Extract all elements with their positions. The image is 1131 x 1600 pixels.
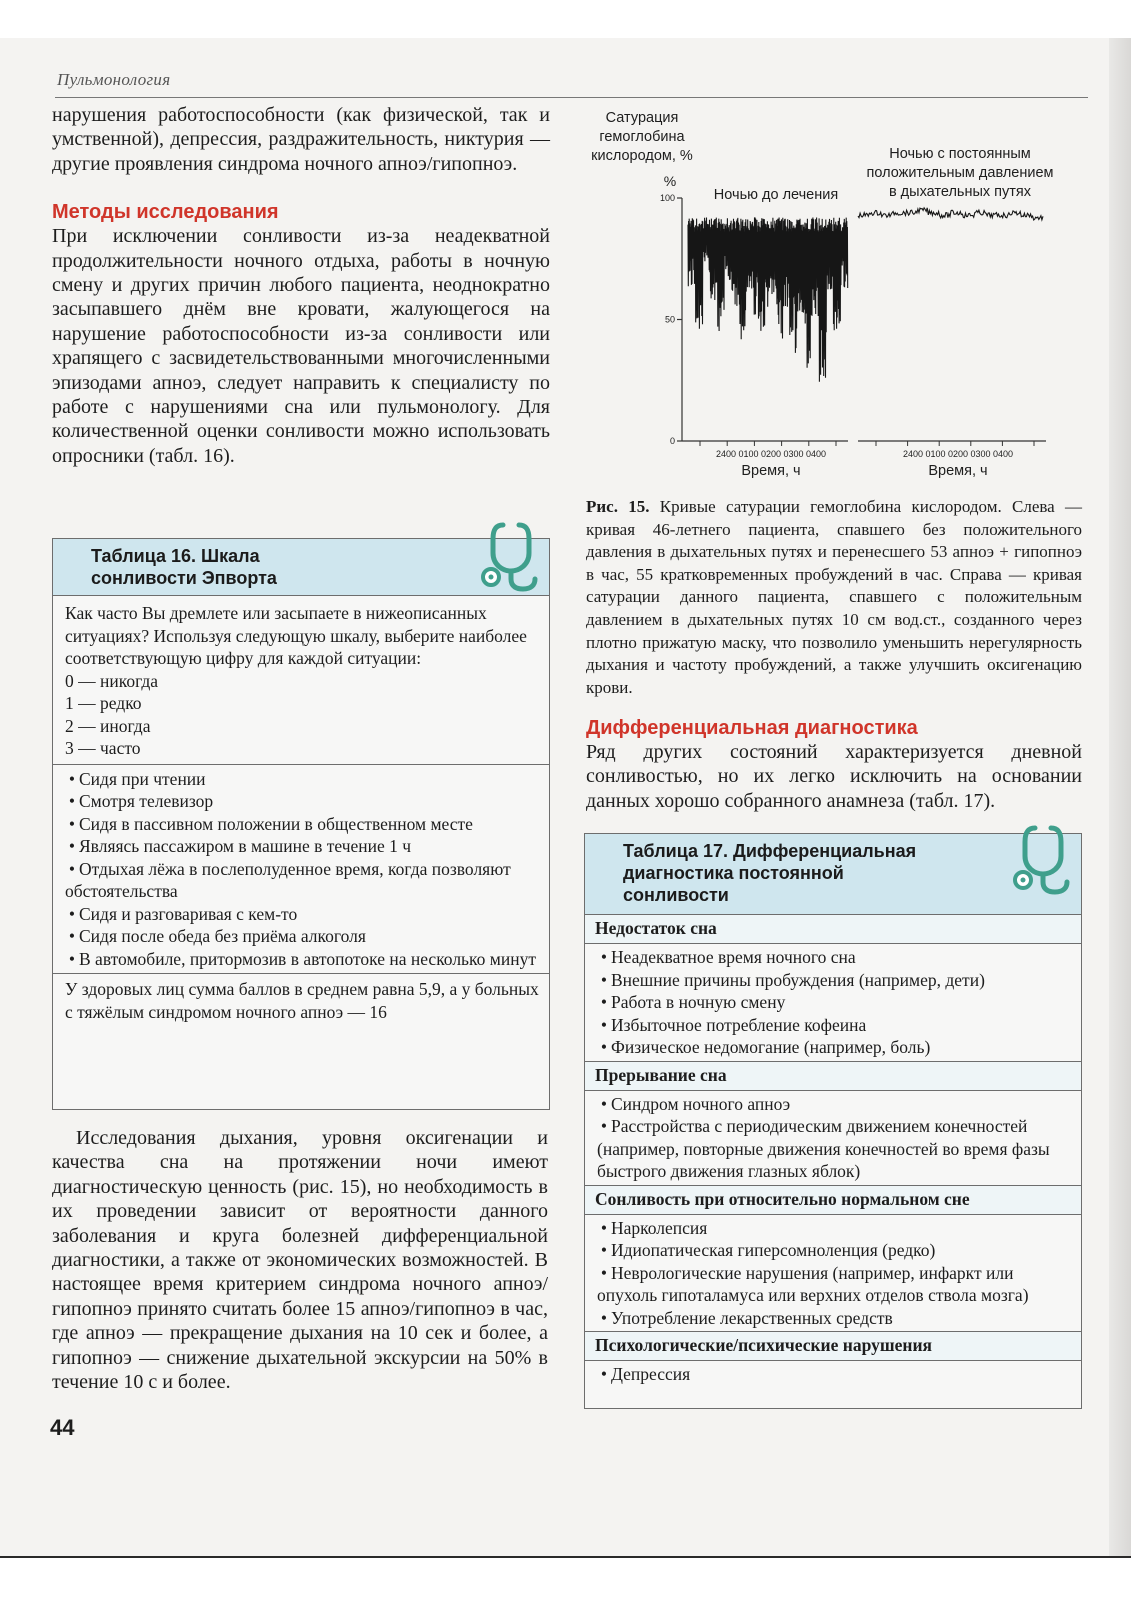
table-17-section-items	[585, 1090, 1081, 1185]
table-17-title-line2: диагностика постоянной	[623, 863, 844, 883]
situation-item: • В автомобиле, притормозив в автопотоке на несколько минут	[55, 948, 539, 971]
scale-item: 2 — иногда	[65, 715, 151, 736]
diff-paragraph: Ряд других состояний характеризуется дневной сонливостью, но их легко исключить на основании данных хорошо собранного анамнеза (табл. 17).	[586, 741, 1082, 812]
list-item: • Депрессия	[587, 1363, 1075, 1386]
table-16-title-line1: Таблица 16. Шкала	[91, 546, 260, 566]
stethoscope-icon	[481, 519, 545, 593]
list-item: • Работа в ночную смену	[587, 991, 1075, 1014]
situation-item: • Отдыхая лёжа в послеполуденное время, когда позволяют обстоятельства	[55, 858, 539, 903]
x-axis-label: Время, ч	[928, 463, 988, 479]
table-17-title-line3: сонливости	[623, 885, 729, 905]
methods-heading: Методы исследования	[52, 201, 279, 224]
situation-item: • Сидя в пассивном положении в общественном месте	[55, 813, 539, 836]
page-edge-shadow	[1109, 38, 1131, 1558]
list-item: • Расстройства с периодическим движением конечностей (например, повторные движения конечностей во время фазы быстрого движения глазных яблок)	[587, 1115, 1075, 1183]
situation-item: • Смотря телевизор	[55, 790, 539, 813]
list-item: • Идиопатическая гиперсомноленция (редко)	[587, 1239, 1075, 1262]
stethoscope-icon	[1013, 822, 1077, 896]
scale-item: 0 — никогда	[65, 670, 159, 691]
left-column	[52, 103, 550, 468]
table-17-section-items	[585, 943, 1081, 1061]
table-16-situations	[53, 764, 549, 974]
panel-right-title: положительным давлением	[866, 165, 1054, 181]
table-17-section-items	[585, 1214, 1081, 1332]
table-17-title-line1: Таблица 17. Дифференциальная	[623, 841, 917, 861]
x-axis-label: Время, ч	[741, 463, 801, 479]
situation-item: • Сидя после обеда без приёма алкоголя	[55, 925, 539, 948]
x-tick-labels: 2400 0100 0200 0300 0400	[715, 449, 827, 459]
scan-top-margin	[0, 0, 1131, 38]
x-tick-labels: 2400 0100 0200 0300 0400	[902, 449, 1014, 459]
series-line-before-treatment	[688, 217, 848, 381]
figure-15-chart	[586, 104, 1056, 488]
list-item: • Неврологические нарушения (например, инфаркт или опухоль гипоталамуса или верхних отделов ствола мозга)	[587, 1262, 1075, 1307]
left-column-bottom	[52, 1126, 548, 1394]
situation-item: • Являясь пассажиром в машине в течение 1 ч	[55, 835, 539, 858]
y-axis-label: Сатурация	[605, 110, 679, 126]
caption-text: Кривые сатурации гемоглобина кислородом. Слева — кривая 46-летнего пациента, спавшего без положительного давления в дыхательных путях и перенесшего 53 апноэ + гипопноэ в час, 55 кратковременных пробуждений в час. Справа — кривая сатурации данного пациента, спавшего с положительным давлением в дыхательных путях 10 см вод.ст., созданного через плотно прижатую маску, что позволило уменьшить нерегулярность дыхания и частоту пробуждений, а также улучшить оксигенацию крови.	[586, 497, 1083, 697]
y-axis-label: гемоглобина	[599, 129, 685, 145]
figure-caption	[586, 496, 1082, 699]
y-axis-label: кислородом, %	[591, 148, 693, 164]
methods-paragraph: При исключении сонливости из-за неадекватной продолжительности ночного отдыха, работы в ночную смену и других причин любого пациента, неоднократно засыпавшего днём вне кровати, жалующегося на нарушение работоспособности из-за сонливости или храпящего с засвидетельствованными многочисленными эпизодами апноэ, следует направить к специалисту по работе с нарушениями сна или пульмонологу. Для количественной оценки сонливости можно использовать опросники (табл. 16).	[52, 225, 550, 467]
table-17-section-items	[585, 1360, 1081, 1388]
series-line-cpap	[858, 208, 1043, 220]
intro-paragraph: нарушения работоспособности (как физической, так и умственной), депрессия, раздражительность, никтурия — другие проявления синдрома ночного апноэ/гипопноэ.	[52, 104, 550, 175]
list-item: • Неадекватное время ночного сна	[587, 946, 1075, 969]
scale-item: 3 — часто	[65, 738, 141, 758]
list-item: • Синдром ночного апноэ	[587, 1093, 1075, 1116]
running-head: Пульмонология	[57, 70, 171, 89]
list-item: • Избыточное потребление кофеина	[587, 1014, 1075, 1037]
table-16-header	[53, 539, 549, 595]
table-16-question-block	[53, 595, 549, 764]
panel-left-title: Ночью до лечения	[713, 187, 839, 203]
table-17	[584, 833, 1082, 1409]
panel-right-title: в дыхательных путях	[888, 184, 1032, 200]
header-rule	[55, 97, 1088, 98]
situation-item: • Сидя при чтении	[55, 768, 539, 791]
y-tick-label: 0	[669, 436, 675, 446]
list-item: • Физическое недомогание (например, боль)	[587, 1036, 1075, 1059]
table-16-title-line2: сонливости Эпворта	[91, 568, 277, 588]
table-16	[52, 538, 550, 1110]
table-17-header	[585, 834, 1081, 914]
page-number: 44	[50, 1415, 75, 1440]
list-item: • Употребление лекарственных средств	[587, 1307, 1075, 1330]
caption-label: Рис. 15.	[586, 497, 650, 516]
panel-right-title: Ночью с постоянным	[889, 146, 1031, 162]
studies-paragraph: Исследования дыхания, уровня оксигенации и качества сна на протяжении ночи имеют диагностическую ценность (рис. 15), но необходимость в их проведении зависит от вероятности данного заболевания и круга болезней дифференциальной диагностики, а также от экономических возможностей. В настоящее время критерием синдрома ночного апноэ/гипопноэ принято считать более 15 апноэ/гипопноэ в час, где апноэ — прекращение дыхания на 10 сек и более, а гипопноэ — снижение дыхательной экскурсии на 50% в течение 10 с и более.	[52, 1127, 548, 1394]
y-unit-label: %	[663, 173, 677, 189]
scan-bottom-margin	[0, 1558, 1131, 1600]
diff-heading: Дифференциальная диагностика	[586, 717, 918, 739]
diff-section	[586, 716, 1082, 813]
table-17-section-heading: Недостаток сна	[585, 914, 1081, 943]
table-16-note: У здоровых лиц сумма баллов в среднем равна 5,9, а у больных с тяжёлым синдромом ночного апноэ — 16	[53, 973, 549, 1029]
list-item: • Нарколепсия	[587, 1217, 1075, 1240]
table-16-question: Как часто Вы дремлете или засыпаете в нижеописанных ситуациях? Используя следующую шкалу, выберите наиболее соответствующую цифру для каждой ситуации:	[65, 603, 527, 668]
situation-item: • Сидя и разговаривая с кем-то	[55, 903, 539, 926]
y-tick-label: 50	[664, 314, 675, 325]
y-tick-label: 100	[659, 193, 675, 203]
list-item: • Внешние причины пробуждения (например, дети)	[587, 969, 1075, 992]
scale-item: 1 — редко	[65, 693, 142, 713]
table-17-section-heading: Прерывание сна	[585, 1061, 1081, 1090]
table-17-section-heading: Сонливость при относительно нормальном сне	[585, 1185, 1081, 1214]
table-17-section-heading: Психологические/психические нарушения	[585, 1331, 1081, 1360]
